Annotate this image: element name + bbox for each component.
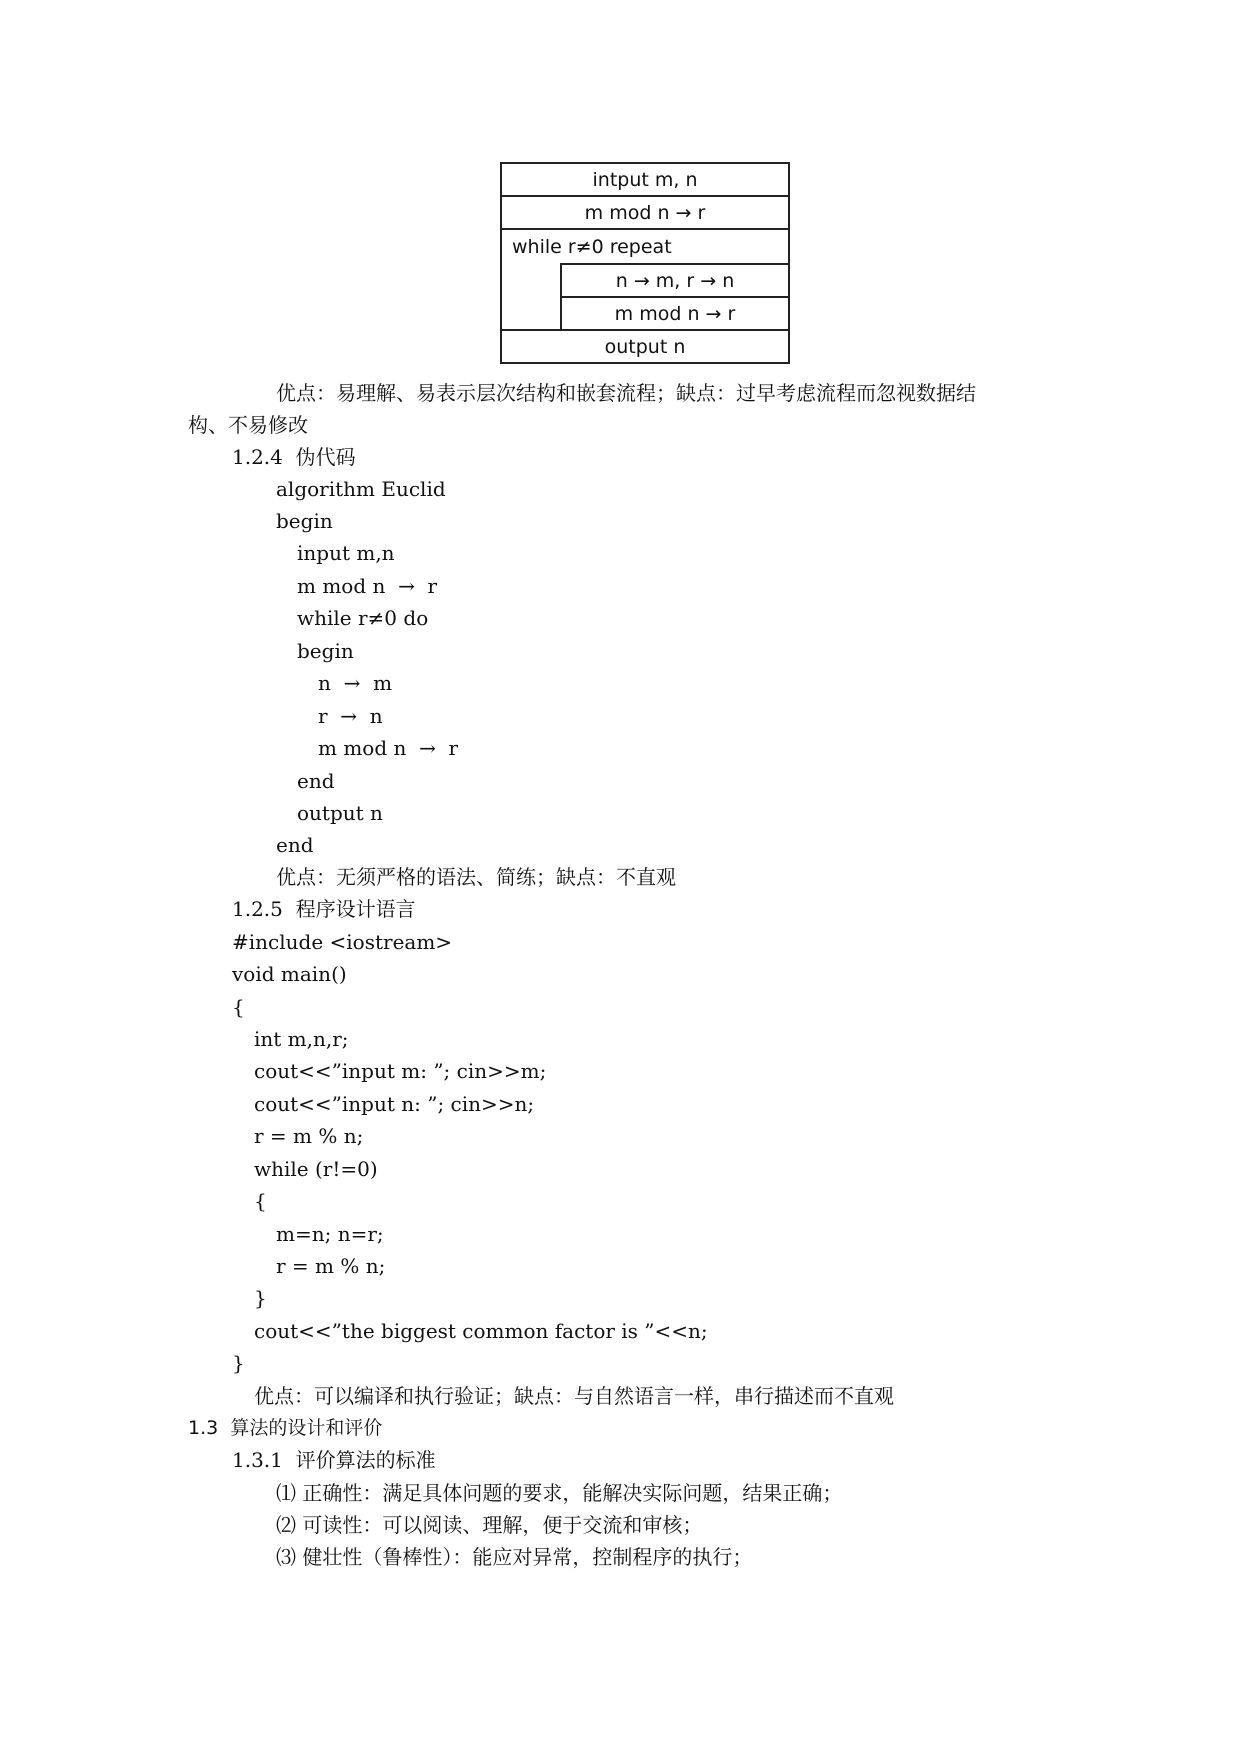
section-number: 1.3.1 [232,1448,283,1472]
criteria-item [276,1544,752,1570]
criteria-item [276,1512,702,1538]
code-line: m=n; n=r; [276,1222,384,1246]
section-heading-1-2-4 [232,444,356,470]
criteria-item [276,1480,842,1506]
criteria-text: 正确性：满足具体问题的要求，能解决实际问题，结果正确； [302,1481,843,1505]
pseudocode-line: m mod n → r [318,736,459,760]
ns-pros-cons-line2: 构、不易修改 [188,413,308,437]
section-heading-1-2-5 [232,896,416,922]
code-line: } [232,1351,245,1375]
pseudocode-line: n → m [318,671,393,695]
pseudocode-line: input m,n [297,541,395,565]
criteria-text: 健壮性（鲁棒性）：能应对异常，控制程序的执行； [302,1545,753,1569]
section-title: 算法的设计和评价 [230,1417,383,1439]
section-heading-1-3-1 [232,1447,436,1473]
code-line: void main() [232,962,347,986]
criteria-number: ⑴ [276,1481,296,1505]
pseudocode-line: m mod n → r [297,574,438,598]
criteria-number: ⑶ [276,1545,296,1569]
criteria-text: 可读性：可以阅读、理解，便于交流和审核； [302,1513,703,1537]
ns-inner-mod-text: m mod n → r [614,302,736,325]
section-number: 1.2.5 [232,897,283,921]
code-line: } [254,1286,267,1310]
pseudocode-line: begin [276,509,333,533]
code-line: { [254,1189,267,1213]
code-line: cout<<”the biggest common factor is ”<<n; [254,1319,708,1343]
section-title: 评价算法的标准 [295,1448,436,1472]
section-number: 1.2.4 [232,445,283,469]
ns-loop-head [502,230,788,263]
code-line: cout<<”input m: ”; cin>>m; [254,1059,547,1083]
code-line: int m,n,r; [254,1027,349,1051]
code-line: r = m % n; [276,1254,386,1278]
ns-output-row [502,329,788,362]
section-title: 程序设计语言 [295,897,416,921]
ns-mod-text: m mod n → r [584,201,706,224]
code-line: #include <iostream> [232,930,453,954]
pseudocode-line: end [276,833,314,857]
ns-input-row [502,164,788,197]
section-number: 1.3 [188,1417,219,1439]
ns-loop-bar [502,263,562,329]
code-line: { [232,995,245,1019]
pseudocode-line: r → n [318,704,383,728]
code-pros-cons: 优点：可以编译和执行验证；缺点：与自然语言一样，串行描述而不直观 [254,1384,894,1408]
section-title: 伪代码 [295,445,356,469]
ns-loop-text: while r≠0 repeat [512,235,672,258]
pseudocode-line: begin [297,639,354,663]
ns-inner-assign-row [562,263,788,296]
code-line: while (r!=0) [254,1157,378,1181]
ns-input-text: intput m, n [592,168,698,191]
ns-mod-row [502,197,788,230]
ns-output-text: output n [604,335,686,358]
pseudocode-line: while r≠0 do [297,606,429,630]
ns-diagram [500,162,790,364]
ns-inner-assign-text: n → m, r → n [615,269,735,292]
code-line: cout<<”input n: ”; cin>>n; [254,1092,535,1116]
pseudocode-line: output n [297,801,383,825]
pseudocode-line: algorithm Euclid [276,477,446,501]
code-line: r = m % n; [254,1124,364,1148]
criteria-number: ⑵ [276,1513,296,1537]
section-heading-1-3 [188,1415,382,1441]
pseudo-pros-cons: 优点：无须严格的语法、简练；缺点：不直观 [276,865,676,889]
ns-inner-mod-row [562,296,788,329]
pseudocode-line: end [297,769,335,793]
ns-pros-cons-line1: 优点：易理解、易表示层次结构和嵌套流程；缺点：过早考虑流程而忽视数据结 [276,381,976,405]
